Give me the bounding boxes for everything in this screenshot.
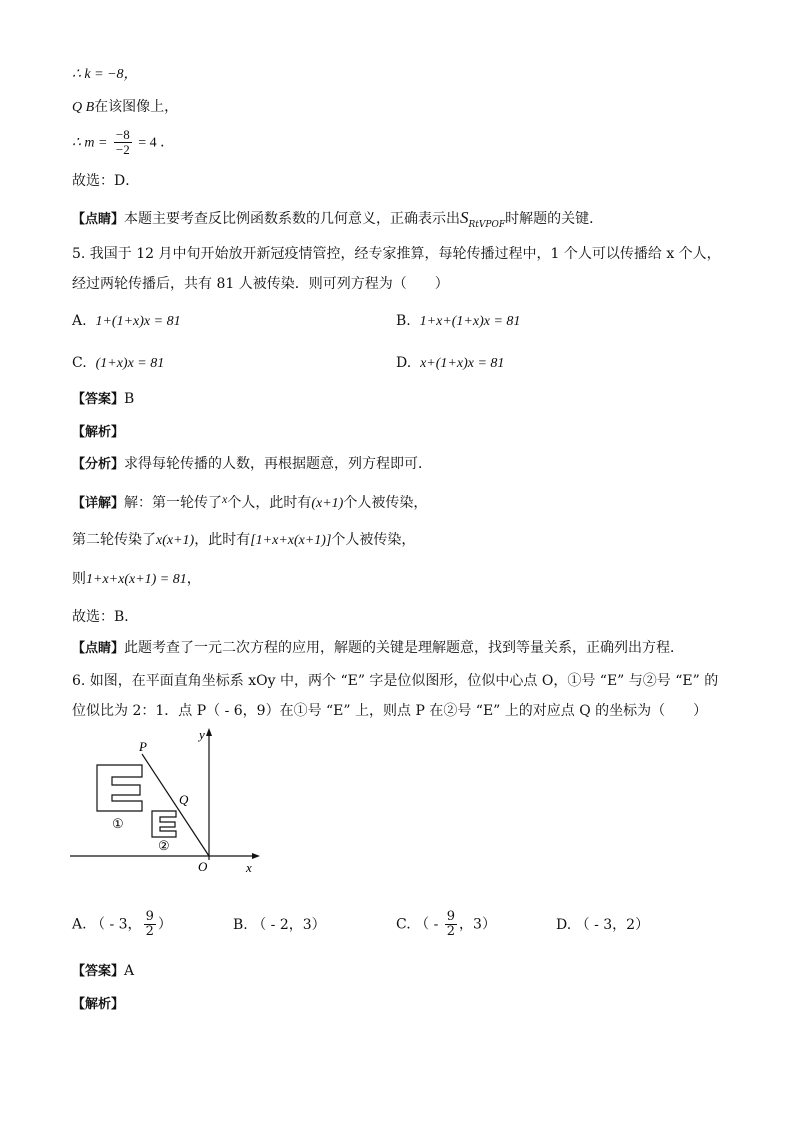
e-shape-1 [97, 765, 142, 811]
q5-fenxi: 【分析】求得每轮传播的人数，再根据题意，列方程即可． [72, 456, 433, 472]
q6-option-d: D. （ - 3，2） [556, 917, 650, 933]
q5-option-c: C. (1+x)x = 81 [72, 355, 165, 371]
q6-option-a: A. （ - 3， $\frac{9}{2}$ ） [72, 909, 172, 939]
q5-detail-line2: 第二轮传染了x(x+1)，此时有[1+x+x(x+1)]个人被传染， [72, 532, 416, 548]
q5-detail-line3: 则1+x+x(x+1) = 81， [72, 571, 201, 587]
solution-line-m: ∴ m = $\frac{-8}{-2}$ = 4 ． [72, 127, 175, 157]
q6-stem-line1: 6. 如图，在平面直角坐标系 xOy 中，两个 “E” 字是位似图形，位似中心点 O，①号 “E” 与②号 “E” 的 [72, 673, 719, 689]
q5-option-d: D. x+(1+x)x = 81 [396, 355, 505, 371]
q6-answer: 【答案】A [72, 963, 135, 979]
q5-stem-line1: 5. 我国于 12 月中旬开始放开新冠疫情管控，经专家推算，每轮传播过程中，1 个人可以传播给 x 个人， [72, 246, 721, 262]
label-circle-2: ② [158, 838, 170, 853]
solution-choice: 故选：D． [72, 173, 140, 189]
q5-stem-line2: 经过两轮传播后，共有 81 人被传染．则可列方程为（ ） [72, 276, 449, 292]
q5-detail-line1: 【详解】解：第一轮传了x个人，此时有(x+1)个人被传染， [72, 492, 428, 511]
fraction-m: $\frac{-8}{-2}$ [115, 127, 130, 157]
label-circle-1: ① [112, 816, 124, 831]
x-axis-arrow [252, 853, 260, 859]
q6-figure [60, 725, 270, 885]
q5-comment: 【点睛】此题考查了一元二次方程的应用，解题的关键是理解题意，找到等量关系，正确列出方程． [72, 640, 685, 656]
q6-analysis-tag: 【解析】 [72, 997, 125, 1012]
solution-line-k: ∴ k = −8， [72, 67, 138, 82]
y-axis-arrow [206, 728, 212, 736]
solution-comment: 【点睛】本题主要考查反比例函数系数的几何意义，正确表示出$S_{RtVPOF}$时解题的关键． [72, 208, 604, 230]
q6-option-c: C. （ - $\frac{9}{2}$ ，3） [396, 909, 496, 939]
solution-line-b: Q B在该图像上， [72, 99, 179, 115]
q5-option-a: A. 1+(1+x)x = 81 [72, 313, 181, 329]
q5-analysis-tag: 【解析】 [72, 425, 125, 440]
e-shape-2 [152, 811, 176, 837]
label-p: P [139, 739, 147, 754]
q6-option-b: B. （ - 2，3） [233, 917, 326, 933]
comment-tag: 【点睛】 [72, 212, 125, 227]
label-o: O [198, 859, 208, 874]
line-p-to-o [142, 754, 209, 856]
label-x: x [246, 860, 252, 875]
label-y: y [199, 727, 205, 742]
q6-stem-line2: 位似比为 2：1．点 P（ - 6，9）在①号 “E” 上，则点 P 在②号 “E” 上的对应点 Q 的坐标为（ ） [72, 703, 708, 719]
q5-answer: 【答案】B [72, 391, 135, 407]
q5-choice: 故选：B． [72, 609, 139, 625]
q5-option-b: B. 1+x+(1+x)x = 81 [396, 313, 521, 329]
label-q: Q [179, 792, 189, 807]
